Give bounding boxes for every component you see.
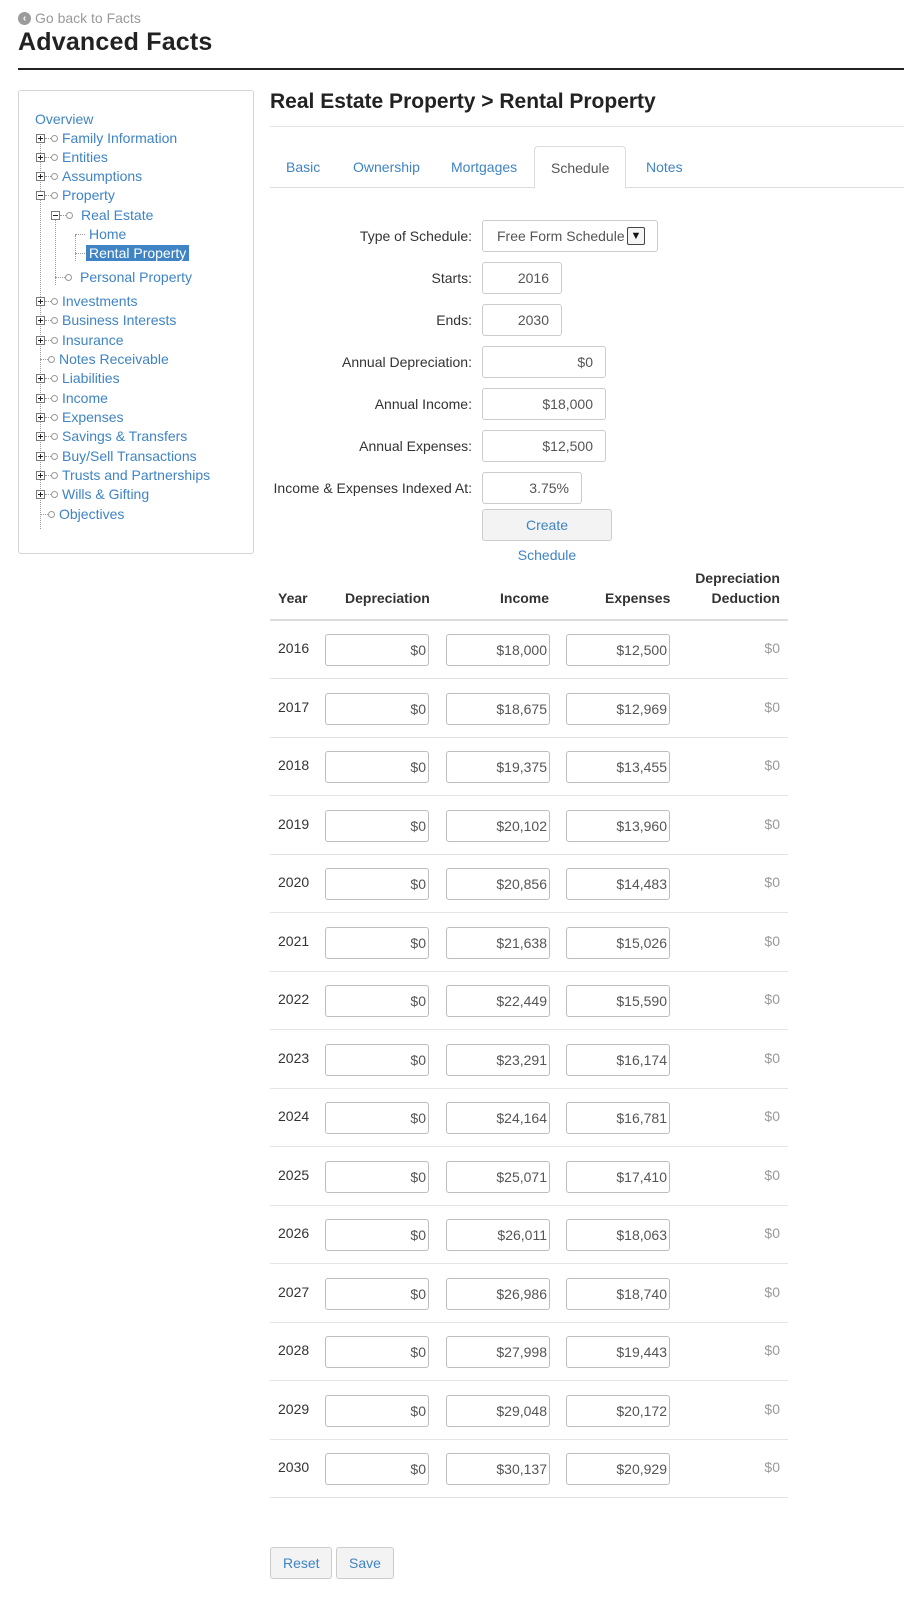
sidebar-item-overview[interactable] [35, 109, 93, 129]
indexed-at-input[interactable]: 3.75% [482, 472, 582, 504]
sidebar-item-label[interactable]: Income [62, 390, 108, 406]
tab-basic[interactable]: Basic [286, 159, 321, 175]
expenses-input[interactable]: $13,960 [566, 810, 670, 842]
sidebar-item-entities[interactable] [36, 147, 108, 167]
sidebar-item-income[interactable] [36, 388, 108, 408]
sidebar-item-label[interactable]: Business Interests [62, 312, 177, 328]
depreciation-deduction-cell: $0 [764, 757, 780, 773]
table-row [270, 1206, 788, 1264]
sidebar-item-label[interactable]: Trusts and Partnerships [62, 467, 211, 483]
sidebar-item-real-estate[interactable] [51, 205, 153, 225]
depreciation-input[interactable]: $0 [325, 1336, 429, 1368]
income-input[interactable]: $25,071 [446, 1161, 550, 1193]
tree-branch-line [40, 514, 48, 515]
depreciation-deduction-cell: $0 [764, 1166, 780, 1183]
expand-icon[interactable] [36, 134, 45, 143]
depreciation-input[interactable]: $0 [325, 985, 429, 1017]
sidebar-item-label[interactable]: Insurance [62, 332, 124, 348]
starts-row [270, 262, 904, 294]
back-to-facts-link[interactable] [18, 10, 141, 26]
income-input[interactable]: $18,675 [446, 693, 550, 725]
annual-income-input[interactable]: $18,000 [482, 388, 606, 420]
sidebar-item-liabilities[interactable] [36, 368, 120, 388]
node-icon [66, 212, 73, 219]
expand-icon[interactable] [36, 153, 45, 162]
sidebar-item-assumptions[interactable] [36, 166, 142, 186]
expenses-input[interactable]: $12,500 [566, 634, 670, 666]
column-header-depreciation-deduction-line1: Depreciation [695, 570, 780, 586]
depreciation-input[interactable]: $0 [325, 751, 429, 783]
income-input[interactable]: $22,449 [446, 985, 550, 1017]
expand-icon[interactable] [36, 471, 45, 480]
sidebar-item-label[interactable]: Wills & Gifting [62, 486, 150, 502]
depreciation-input[interactable]: $0 [325, 634, 429, 666]
sidebar-item-label[interactable]: Buy/Sell Transactions [62, 448, 197, 464]
page-title: Advanced Facts [18, 28, 213, 56]
income-input[interactable]: $18,000 [446, 634, 550, 666]
depreciation-deduction-cell: $0 [764, 991, 780, 1007]
sidebar-item-family-information[interactable] [36, 128, 177, 148]
depreciation-deduction-cell: $0 [764, 1459, 780, 1475]
year-cell: 2021 [278, 932, 310, 949]
sidebar-item-savings-transfers[interactable] [36, 426, 187, 446]
income-input[interactable]: $21,638 [446, 927, 550, 959]
year-cell: 2026 [278, 1225, 310, 1241]
year-cell: 2024 [278, 1108, 310, 1124]
table-row [270, 1148, 788, 1206]
expand-icon[interactable] [36, 413, 45, 422]
income-input[interactable]: $24,164 [446, 1102, 550, 1134]
tab-bar [270, 146, 904, 188]
expenses-input[interactable]: $16,174 [566, 1044, 670, 1076]
node-icon [51, 395, 58, 402]
ends-row [270, 304, 904, 336]
tab-schedule[interactable]: Schedule [534, 146, 626, 189]
sidebar-item-personal-property[interactable] [55, 267, 192, 287]
table-row [270, 1382, 788, 1440]
tree-branch-line [40, 359, 48, 360]
ends-label: Ends: [436, 312, 472, 328]
node-icon [48, 356, 55, 363]
save-button[interactable]: Save [336, 1547, 394, 1579]
year-cell: 2028 [278, 1342, 310, 1358]
depreciation-input[interactable]: $0 [325, 868, 429, 900]
tree-branch-line [55, 277, 65, 278]
income-input[interactable]: $27,998 [446, 1336, 550, 1368]
table-row [270, 1089, 788, 1147]
node-icon [51, 491, 58, 498]
table-row [270, 1440, 788, 1498]
node-icon [51, 192, 58, 199]
node-icon [51, 414, 58, 421]
column-header-expenses: Expenses [605, 590, 671, 606]
sidebar-item-label[interactable]: Real Estate [81, 207, 154, 223]
sidebar-item-label[interactable]: Family Information [62, 130, 178, 146]
depreciation-deduction-cell: $0 [764, 874, 780, 890]
expenses-input[interactable]: $16,781 [566, 1102, 670, 1134]
tab-notes[interactable]: Notes [646, 159, 683, 175]
node-icon [51, 173, 58, 180]
sidebar-item-label-selected[interactable]: Rental Property [86, 245, 189, 261]
sidebar-item-label[interactable]: Savings & Transfers [62, 428, 188, 444]
depreciation-deduction-cell: $0 [764, 1400, 780, 1417]
year-cell: 2019 [278, 815, 310, 832]
arrow-left-circle-icon: ‹ [18, 12, 31, 25]
indexed-at-row [270, 472, 904, 504]
expand-icon[interactable] [36, 432, 45, 441]
sidebar-item-label[interactable]: Investments [62, 293, 138, 309]
annual-depreciation-label: Annual Depreciation: [342, 354, 472, 370]
expenses-input[interactable]: $20,929 [566, 1453, 670, 1485]
node-icon [51, 154, 58, 161]
tab-mortgages[interactable]: Mortgages [451, 159, 518, 175]
title-divider [18, 68, 904, 70]
expand-icon[interactable] [36, 452, 45, 461]
annual-expenses-row [270, 430, 904, 462]
year-cell: 2023 [278, 1049, 310, 1066]
annual-expenses-input[interactable]: $12,500 [482, 430, 606, 462]
column-header-depreciation: Depreciation [345, 590, 430, 606]
income-input[interactable]: $20,102 [446, 810, 550, 842]
year-cell: 2017 [278, 698, 310, 715]
depreciation-input[interactable]: $0 [325, 1395, 429, 1427]
sidebar-item-label[interactable]: Expenses [62, 409, 124, 425]
depreciation-input[interactable]: $0 [325, 927, 429, 959]
sidebar-item-label[interactable]: Liabilities [62, 370, 120, 386]
expenses-input[interactable]: $15,590 [566, 985, 670, 1017]
expand-icon[interactable] [36, 374, 45, 383]
year-cell: 2027 [278, 1283, 310, 1300]
depreciation-input[interactable]: $0 [325, 1102, 429, 1134]
sidebar-item-business-interests[interactable] [36, 310, 176, 330]
year-cell: 2020 [278, 874, 310, 890]
table-row [270, 797, 788, 855]
income-input[interactable]: $23,291 [446, 1044, 550, 1076]
sidebar-item-label[interactable]: Objectives [59, 506, 125, 522]
node-icon [51, 433, 58, 440]
year-cell: 2016 [278, 640, 310, 656]
node-icon [48, 511, 55, 518]
back-link-label: Go back to Facts [35, 10, 141, 26]
sidebar-item-label[interactable]: Entities [62, 149, 108, 165]
column-header-depreciation-deduction-line2: Deduction [711, 590, 780, 606]
sidebar-item-insurance[interactable] [36, 330, 123, 350]
sidebar-item-home[interactable] [75, 224, 126, 244]
expand-icon[interactable] [36, 316, 45, 325]
ends-input[interactable]: 2030 [482, 304, 562, 336]
sidebar-item-label[interactable]: Notes Receivable [59, 351, 169, 367]
node-icon [51, 298, 58, 305]
depreciation-input[interactable]: $0 [325, 1453, 429, 1485]
sidebar-item-buy-sell-transactions[interactable] [36, 446, 197, 466]
depreciation-deduction-cell: $0 [764, 1342, 780, 1358]
table-row [270, 914, 788, 972]
reset-button[interactable]: Reset [270, 1547, 332, 1579]
sidebar-nav [18, 90, 254, 554]
annual-depreciation-input[interactable]: $0 [482, 346, 606, 378]
sidebar-item-label[interactable]: Personal Property [80, 269, 193, 285]
node-icon [51, 472, 58, 479]
sidebar-item-notes-receivable[interactable] [40, 349, 169, 369]
depreciation-input[interactable]: $0 [325, 1278, 429, 1310]
year-cell: 2018 [278, 757, 310, 773]
expenses-input[interactable]: $18,740 [566, 1278, 670, 1310]
income-input[interactable]: $29,048 [446, 1395, 550, 1427]
sidebar-item-objectives[interactable] [40, 504, 124, 524]
sidebar-item-wills-gifting[interactable] [36, 484, 149, 504]
node-icon [51, 375, 58, 382]
expenses-input[interactable]: $13,455 [566, 751, 670, 783]
sidebar-item-label[interactable]: Assumptions [62, 168, 143, 184]
column-header-year: Year [278, 590, 308, 606]
income-input[interactable]: $26,986 [446, 1278, 550, 1310]
expenses-input[interactable]: $19,443 [566, 1336, 670, 1368]
starts-label: Starts: [431, 270, 472, 286]
sidebar-item-label[interactable]: Home [89, 226, 127, 242]
depreciation-input[interactable]: $0 [325, 1044, 429, 1076]
depreciation-deduction-cell: $0 [764, 1225, 780, 1241]
expand-icon[interactable] [36, 490, 45, 499]
income-input[interactable]: $26,011 [446, 1219, 550, 1251]
sidebar-item-trusts-partnerships[interactable] [36, 465, 210, 485]
sidebar-item-label[interactable]: Property [62, 187, 115, 203]
node-icon [65, 274, 72, 281]
expenses-input[interactable]: $14,483 [566, 868, 670, 900]
depreciation-input[interactable]: $0 [325, 1219, 429, 1251]
depreciation-input[interactable]: $0 [325, 1161, 429, 1193]
sidebar-item-property[interactable] [36, 185, 115, 205]
starts-input[interactable]: 2016 [482, 262, 562, 294]
expenses-input[interactable]: $18,063 [566, 1219, 670, 1251]
sidebar-item-expenses[interactable] [36, 407, 123, 427]
income-input[interactable]: $20,856 [446, 868, 550, 900]
sidebar-item-label[interactable]: Overview [35, 111, 94, 127]
type-of-schedule-value: Free Form Schedule [497, 228, 625, 244]
create-schedule-button[interactable]: Create Schedule [482, 509, 612, 541]
collapse-icon[interactable] [36, 191, 45, 200]
table-row [270, 680, 788, 738]
sidebar-item-rental-property[interactable] [75, 243, 189, 263]
table-row [270, 738, 788, 796]
depreciation-deduction-cell: $0 [764, 1108, 780, 1124]
year-cell: 2022 [278, 991, 310, 1007]
sidebar-item-investments[interactable] [36, 291, 137, 311]
table-row [270, 621, 788, 679]
expenses-input[interactable]: $15,026 [566, 927, 670, 959]
table-row [270, 972, 788, 1030]
expand-icon[interactable] [36, 172, 45, 181]
depreciation-deduction-cell: $0 [764, 815, 780, 832]
annual-income-label: Annual Income: [374, 396, 472, 412]
type-of-schedule-label: Type of Schedule: [359, 228, 472, 244]
type-of-schedule-row [270, 220, 904, 252]
type-of-schedule-select[interactable] [482, 220, 658, 252]
year-cell: 2030 [278, 1459, 310, 1475]
income-input[interactable]: $19,375 [446, 751, 550, 783]
section-divider [270, 126, 904, 127]
annual-expenses-label: Annual Expenses: [359, 438, 472, 454]
expenses-input[interactable]: $20,172 [566, 1395, 670, 1427]
section-title: Real Estate Property > Rental Property [270, 90, 656, 113]
node-icon [51, 453, 58, 460]
expand-icon[interactable] [36, 297, 45, 306]
chevron-down-icon[interactable]: ▼ [627, 227, 645, 245]
income-input[interactable]: $30,137 [446, 1453, 550, 1485]
column-header-income: Income [500, 590, 550, 606]
expenses-input[interactable]: $12,969 [566, 693, 670, 725]
table-row [270, 1265, 788, 1323]
tab-ownership[interactable]: Ownership [353, 159, 420, 175]
node-icon [51, 317, 58, 324]
table-row [270, 1323, 788, 1381]
annual-depreciation-row [270, 346, 904, 378]
depreciation-deduction-cell: $0 [764, 698, 780, 715]
depreciation-input[interactable]: $0 [325, 810, 429, 842]
node-icon [51, 337, 58, 344]
tree-branch-line [75, 253, 85, 254]
nav-tree [19, 91, 253, 553]
indexed-at-label: Income & Expenses Indexed At: [273, 480, 472, 496]
expand-icon[interactable] [36, 336, 45, 345]
table-row [270, 1031, 788, 1089]
depreciation-input[interactable]: $0 [325, 693, 429, 725]
expand-icon[interactable] [36, 394, 45, 403]
expenses-input[interactable]: $17,410 [566, 1161, 670, 1193]
depreciation-deduction-cell: $0 [764, 932, 780, 949]
year-cell: 2025 [278, 1166, 310, 1183]
table-row [270, 855, 788, 913]
year-cell: 2029 [278, 1400, 310, 1417]
depreciation-deduction-cell: $0 [764, 640, 780, 656]
node-icon [51, 135, 58, 142]
tree-branch-line [75, 234, 85, 235]
annual-income-row [270, 388, 904, 420]
collapse-icon[interactable] [51, 211, 60, 220]
depreciation-deduction-cell: $0 [764, 1283, 780, 1300]
depreciation-deduction-cell: $0 [764, 1049, 780, 1066]
